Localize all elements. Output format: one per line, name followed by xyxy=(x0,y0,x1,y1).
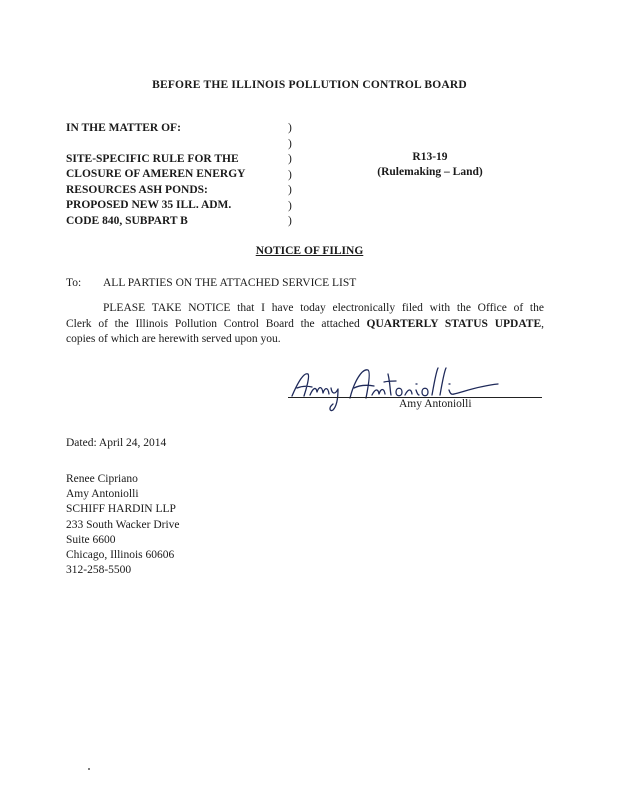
paren: ) xyxy=(288,215,292,227)
notice-line-1: PLEASE TAKE NOTICE that I have today electronically filed with the Office of the xyxy=(103,302,544,314)
notice-body xyxy=(66,301,544,348)
to-label: To: xyxy=(66,277,82,289)
paren: ) xyxy=(288,137,292,150)
matter-label: IN THE MATTER OF: xyxy=(66,122,181,134)
signer-name: Amy Antoniolli xyxy=(399,398,472,410)
docket-number: R13-19 xyxy=(412,151,448,163)
address-line: Chicago, Illinois 60606 xyxy=(66,549,175,562)
paren: ) xyxy=(288,168,292,181)
caption-block xyxy=(66,121,245,229)
docket-type: (Rulemaking – Land) xyxy=(377,166,483,178)
to-recipients: ALL PARTIES ON THE ATTACHED SERVICE LIST xyxy=(103,277,357,289)
paren: ) xyxy=(288,199,292,212)
address-line: SCHIFF HARDIN LLP xyxy=(66,503,176,516)
scan-speck xyxy=(88,768,90,770)
caption-line: PROPOSED NEW 35 ILL. ADM. xyxy=(66,199,232,211)
caption-line: CLOSURE OF AMEREN ENERGY xyxy=(66,168,246,180)
paren: ) xyxy=(288,122,292,134)
notice-heading: NOTICE OF FILING xyxy=(255,245,364,257)
address-line: Amy Antoniolli xyxy=(66,488,139,501)
address-line: 233 South Wacker Drive xyxy=(66,518,180,531)
address-line: 312-258-5500 xyxy=(66,564,132,577)
counsel-address-block xyxy=(66,472,180,578)
address-line: Suite 6600 xyxy=(66,533,116,546)
caption-line: CODE 840, SUBPART B xyxy=(66,214,188,227)
board-title: BEFORE THE ILLINOIS POLLUTION CONTROL BOARD xyxy=(152,79,467,91)
caption-line: RESOURCES ASH PONDS: xyxy=(66,183,208,196)
notice-line-2-comma: , xyxy=(541,317,544,330)
caption-parens xyxy=(288,121,296,230)
docket-block xyxy=(360,150,500,180)
dated-line: Dated: April 24, 2014 xyxy=(66,437,167,449)
paren: ) xyxy=(288,184,292,196)
address-line: Renee Cipriano xyxy=(66,473,138,485)
paren: ) xyxy=(288,153,292,165)
notice-line-3: copies of which are herewith served upon you. xyxy=(66,333,281,345)
caption-line: SITE-SPECIFIC RULE FOR THE xyxy=(66,152,239,165)
notice-line-2-text: Clerk of the Illinois Pollution Control Board the attached xyxy=(66,317,367,330)
notice-line-2 xyxy=(66,317,544,333)
document-title: QUARTERLY STATUS UPDATE xyxy=(366,317,542,330)
